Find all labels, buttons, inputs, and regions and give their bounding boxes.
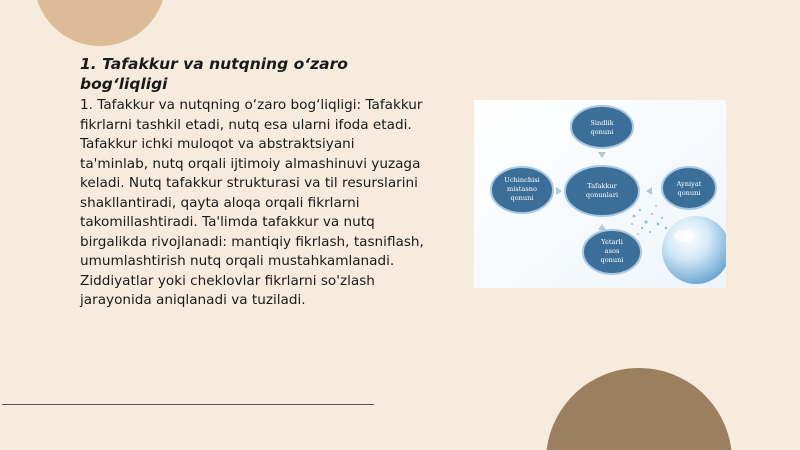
node-bottom — [583, 230, 641, 274]
node-left-line-1: Uchinchisi — [504, 176, 540, 184]
node-left-line-2: mistasno — [507, 185, 537, 193]
node-right-line-1: Ayniyat — [676, 180, 702, 188]
node-top — [571, 106, 633, 148]
decorative-circle-bottom — [546, 368, 732, 450]
divider-line — [2, 404, 374, 405]
node-right — [662, 167, 716, 209]
decorative-circle-top — [34, 0, 166, 46]
slide-title: 1. Tafakkur va nutqning o‘zaro bog‘liqligi — [80, 55, 348, 93]
node-top-line-2: qonuni — [590, 128, 614, 136]
laws-of-thought-diagram — [474, 100, 726, 288]
node-bottom-line-3: qonuni — [600, 256, 624, 264]
node-bottom-line-1: Yetarli — [601, 238, 623, 246]
node-left — [491, 167, 553, 213]
node-center-line-1: Tafakkur — [587, 182, 617, 190]
diagram-svg — [474, 100, 726, 288]
node-top-line-1: Sindlik — [590, 119, 614, 127]
water-bubble-highlight — [674, 230, 694, 242]
node-left-line-3: qonuni — [510, 194, 534, 202]
slide-body-text: 1. Tafakkur va nutqning o‘zaro bog‘liqligi: Tafakkur fikrlarni tashkil etadi, nutq esa ularni ifoda etadi. Tafakkur ichki muloqot va abstraktsiyani ta'minlab, nutq orqali ijtimoiy almashinuvi yuzaga keladi. Nutq tafakkur strukturasi va til resurslarini shakllantiradi, qayta aloqa orqali fikrlarni takomillashtiradi. Ta'limda tafakkur va nutq birgalikda rivojlanadi: mantiqiy fikrlash, tasniflash, umumlashtirish nutq orqali mustahkamlanadi. Ziddiyatlar yoki cheklovlar fikrlarni so'zlash jarayonida aniqlanadi va tuziladi. — [80, 97, 424, 308]
node-center-line-2: qonunlari — [585, 191, 619, 199]
node-right-line-2: qonuni — [677, 189, 701, 197]
node-bottom-line-2: asos — [604, 247, 620, 255]
node-center — [565, 166, 639, 216]
